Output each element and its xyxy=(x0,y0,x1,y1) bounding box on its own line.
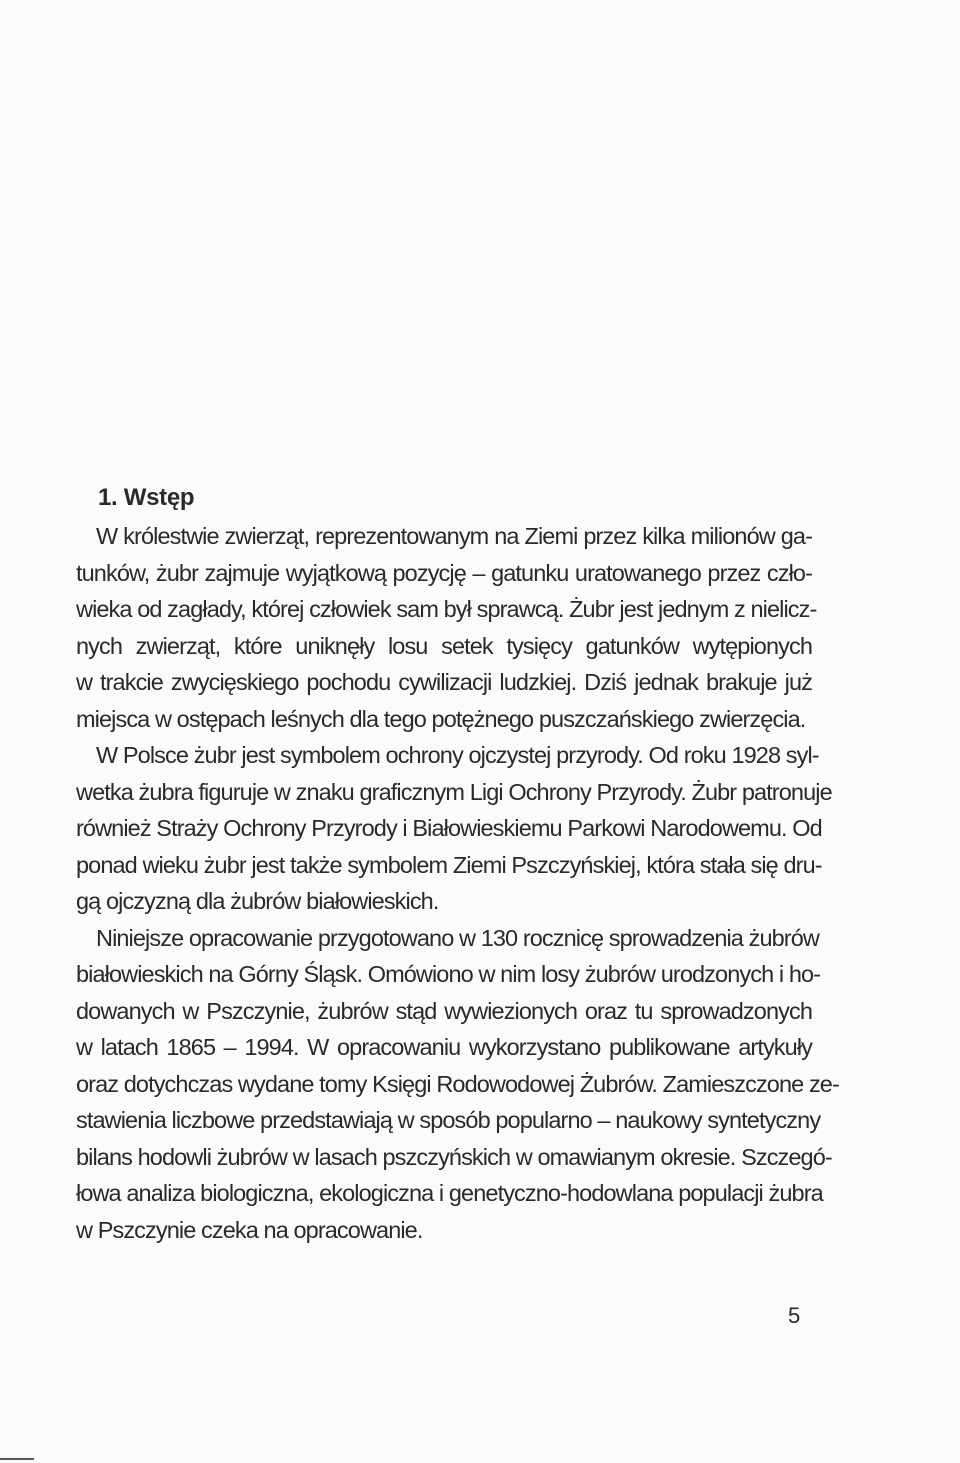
text-line: tunków, żubr zajmuje wyjątkową pozycję – gatunku uratowanego przez czło- xyxy=(76,559,812,586)
text-line: bilans hodowli żubrów w lasach pszczyńskich w omawianym okresie. Szczegó- xyxy=(76,1143,832,1170)
text-line: w Pszczynie czeka na opracowanie. xyxy=(76,1216,423,1243)
text-line: białowieskich na Górny Śląsk. Omówiono w nim losy żubrów urodzonych i ho- xyxy=(76,961,821,987)
text-line: Niniejsze opracowanie przygotowano w 130 rocznicę sprowadzenia żubrów xyxy=(96,924,819,951)
scan-edge-mark xyxy=(0,1458,34,1460)
text-line: ponad wieku żubr jest także symbolem Ziemi Pszczyńskiej, która stała się dru- xyxy=(76,851,822,878)
chapter-heading: 1. Wstęp xyxy=(98,484,195,511)
chapter-content xyxy=(76,478,839,1248)
text-line: nych zwierząt, które uniknęły losu setek tysięcy gatunków wytępionych xyxy=(76,632,812,659)
text-line: dowanych w Pszczynie, żubrów stąd wywiezionych oraz tu sprowadzonych xyxy=(76,997,812,1024)
text-line: wieka od zagłady, której człowiek sam był sprawcą. Żubr jest jednym z nielicz- xyxy=(76,596,817,622)
text-line: gą ojczyzną dla żubrów białowieskich. xyxy=(76,888,439,914)
page-number: 5 xyxy=(788,1303,801,1328)
text-line: W Polsce żubr jest symbolem ochrony ojczystej przyrody. Od roku 1928 syl- xyxy=(96,742,819,768)
paragraph-1 xyxy=(76,518,817,737)
text-line: miejsca w ostępach leśnych dla tego potężnego puszczańskiego zwierzęcia. xyxy=(76,705,806,732)
text-line: w trakcie zwycięskiego pochodu cywilizacji ludzkiej. Dziś jednak brakuje już xyxy=(76,669,812,695)
text-line: w latach 1865 – 1994. W opracowaniu wykorzystano publikowane artykuły xyxy=(76,1034,812,1060)
paragraph-3 xyxy=(76,920,839,1249)
text-line: wetka żubra figuruje w znaku graficznym Ligi Ochrony Przyrody. Żubr patronuje xyxy=(76,778,832,805)
paragraph-2 xyxy=(76,737,832,920)
text-line: łowa analiza biologiczna, ekologiczna i genetyczno-hodowlana populacji żubra xyxy=(76,1180,823,1206)
text-line: również Straży Ochrony Przyrody i Białowieskiemu Parkowi Narodowemu. Od xyxy=(76,815,822,841)
text-line: W królestwie zwierząt, reprezentowanym na Ziemi przez kilka milionów ga- xyxy=(96,523,812,549)
text-line: oraz dotychczas wydane tomy Księgi Rodowodowej Żubrów. Zamieszczone ze- xyxy=(76,1070,839,1097)
text-line: stawienia liczbowe przedstawiają w sposób popularno – naukowy syntetyczny xyxy=(76,1107,821,1133)
